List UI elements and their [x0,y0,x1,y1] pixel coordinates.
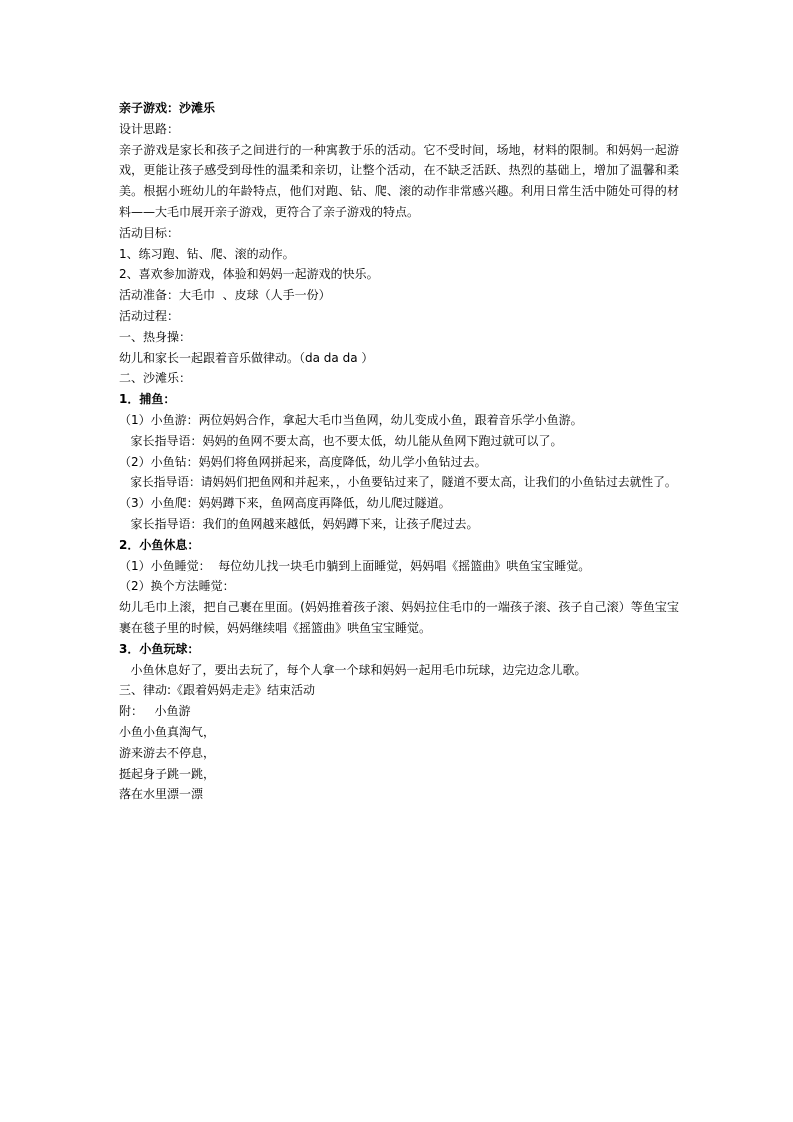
item-3-heading: 3．小鱼玩球： [119,641,200,656]
item-1-heading: 1．捕鱼： [119,392,176,407]
item-2-2-text: 幼儿毛巾上滚，把自己裹在里面。(妈妈推着孩子滚、妈妈拉住毛巾的一端孩子滚、孩子自己滚）等鱼宝宝裹在毯子里的时候，妈妈继续唱《摇篮曲》哄鱼宝宝睡觉。 [119,600,679,635]
item-2-1: （1）小鱼睡觉： 每位幼儿找一块毛巾躺到上面睡觉，妈妈唱《摇篮曲》哄鱼宝宝睡觉。 [119,558,591,573]
goal-item-1: 1、练习跑、钻、爬、滚的动作。 [119,246,295,261]
poem-line-3: 挺起身子跳一跳， [119,766,216,781]
goals-heading: 活动目标： [119,225,180,240]
design-paragraph: 亲子游戏是家长和孩子之间进行的一种寓教于乐的活动。它不受时间，场地，材料的限制。和妈妈一起游戏，更能让孩子感受到母性的温柔和亲切，让整个活动，在不缺乏活跃、热烈的基础上，增加了温馨和柔美。根据小班幼儿的年龄特点，他们对跑、钻、爬、滚的动作非常感兴趣。利用日常生活中随处可得的材料——大毛巾展开亲子游戏，更符合了亲子游戏的特点。 [119,142,679,219]
document-body [119,98,679,805]
item-2-2: （2）换个方法睡觉： [119,579,235,594]
activity-prep: 活动准备：大毛巾 、皮球（人手一份） [119,288,331,303]
section-3-heading: 三、律动:《跟着妈妈走走》结束活动 [119,683,316,698]
item-1-3: （3）小鱼爬：妈妈蹲下来，鱼网高度再降低，幼儿爬过隧道。 [119,496,451,511]
item-1-3-guide: 家长指导语：我们的鱼网越来越低，妈妈蹲下来，让孩子爬过去。 [119,516,479,531]
poem-line-1: 小鱼小鱼真淘气， [119,724,216,739]
item-2-heading: 2．小鱼休息： [119,537,200,552]
section-1-heading: 一、热身操： [119,329,192,344]
item-1-1-guide: 家长指导语：妈妈的鱼网不要太高，也不要太低，幼儿能从鱼网下跑过就可以了。 [119,433,563,448]
poem-line-4: 落在水里漂一漂 [119,787,204,802]
item-1-2: （2）小鱼钻：妈妈们将鱼网拼起来，高度降低，幼儿学小鱼钻过去。 [119,454,487,469]
design-heading: 设计思路： [119,121,180,136]
section-2-heading: 二、沙滩乐： [119,371,192,386]
process-heading: 活动过程： [119,308,180,323]
appendix-heading: 附： 小鱼游 [119,704,191,719]
goal-item-2: 2、喜欢参加游戏，体验和妈妈一起游戏的快乐。 [119,267,379,282]
item-3-text: 小鱼休息好了，要出去玩了，每个人拿一个球和妈妈一起用毛巾玩球，边完边念儿歌。 [119,662,587,677]
section-1-text: 幼儿和家长一起跟着音乐做律动。（da da da ） [119,350,374,365]
poem-line-2: 游来游去不停息， [119,745,216,760]
document-title: 亲子游戏：沙滩乐 [119,101,216,115]
item-1-1: （1）小鱼游：两位妈妈合作，拿起大毛巾当鱼网，幼儿变成小鱼，跟着音乐学小鱼游。 [119,412,583,427]
item-1-2-guide: 家长指导语：请妈妈们把鱼网和并起来，，小鱼要钻过来了，隧道不要太高，让我们的小鱼钻过去就性了。 [119,475,677,490]
